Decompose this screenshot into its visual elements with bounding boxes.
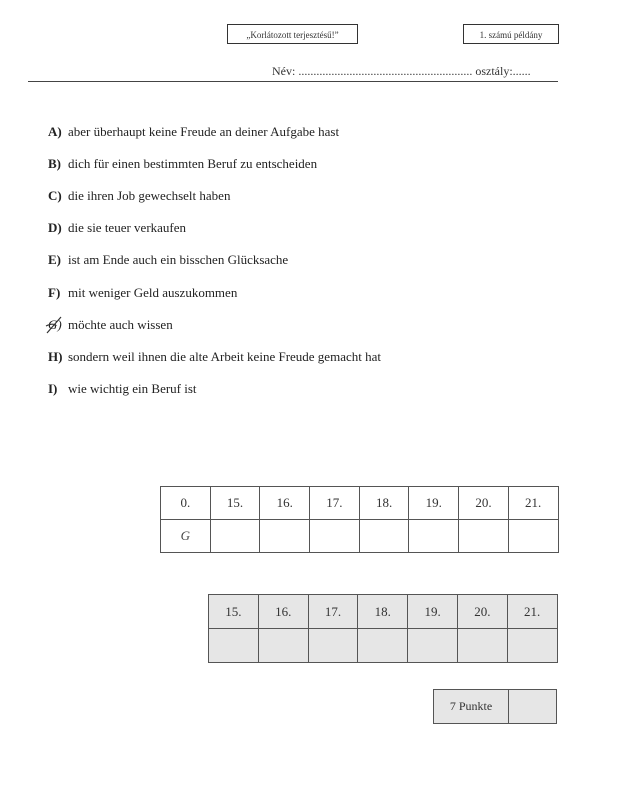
option-letter: E) xyxy=(48,252,61,267)
option-text: wie wichtig ein Beruf ist xyxy=(68,381,197,396)
option-f xyxy=(48,285,237,301)
option-text: aber überhaupt keine Freude an deiner Aufgabe hast xyxy=(68,124,340,139)
answer-cell[interactable] xyxy=(459,520,509,553)
answer-cell-example: G xyxy=(161,520,211,553)
option-text: möchte auch wissen xyxy=(68,317,173,332)
score-header-cell: 21. xyxy=(507,595,557,629)
option-text: die sie teuer verkaufen xyxy=(68,220,187,235)
points-box xyxy=(433,689,557,724)
option-i xyxy=(48,381,197,397)
score-cell[interactable] xyxy=(308,629,358,663)
restricted-distribution-label: „Korlátozott terjesztésű!” xyxy=(227,24,358,44)
option-b xyxy=(48,156,317,172)
answer-header-cell: 17. xyxy=(310,487,360,520)
score-cell[interactable] xyxy=(457,629,507,663)
answer-table-answer-row xyxy=(161,520,559,553)
score-header-cell: 16. xyxy=(258,595,308,629)
option-letter-struck xyxy=(48,317,68,333)
pen-strike-mark xyxy=(44,314,66,336)
option-letter: C) xyxy=(48,188,62,203)
answer-cell[interactable] xyxy=(508,520,558,553)
score-table xyxy=(208,594,558,663)
points-label: 7 Punkte xyxy=(434,690,509,724)
option-text: mit weniger Geld auszukommen xyxy=(68,285,238,300)
score-table-header-row xyxy=(209,595,558,629)
option-e xyxy=(48,252,288,268)
option-text: sondern weil ihnen die alte Arbeit keine Freude gemacht hat xyxy=(68,349,381,364)
points-row xyxy=(434,690,557,724)
score-header-cell: 20. xyxy=(457,595,507,629)
answer-header-cell: 15. xyxy=(210,487,260,520)
option-a xyxy=(48,124,339,140)
name-class-line: Név: .......................................................... osztály:...... xyxy=(272,64,531,78)
answer-table xyxy=(160,486,559,553)
score-cell[interactable] xyxy=(358,629,408,663)
answer-cell[interactable] xyxy=(310,520,360,553)
option-letter: D) xyxy=(48,220,62,235)
score-cell[interactable] xyxy=(209,629,259,663)
score-table-value-row xyxy=(209,629,558,663)
option-letter: F) xyxy=(48,285,61,300)
answer-header-cell: 18. xyxy=(359,487,409,520)
option-letter: G) xyxy=(48,317,62,332)
score-header-cell: 18. xyxy=(358,595,408,629)
answer-header-cell: 20. xyxy=(459,487,509,520)
answer-cell[interactable] xyxy=(409,520,459,553)
option-c xyxy=(48,188,230,204)
answer-header-cell: 16. xyxy=(260,487,310,520)
option-letter: I) xyxy=(48,381,58,396)
points-value-cell[interactable] xyxy=(509,690,557,724)
answer-cell[interactable] xyxy=(260,520,310,553)
answer-table-header-row xyxy=(161,487,559,520)
option-h xyxy=(48,349,381,365)
score-header-cell: 17. xyxy=(308,595,358,629)
score-header-cell: 19. xyxy=(408,595,458,629)
answer-header-cell: 19. xyxy=(409,487,459,520)
option-letter: B) xyxy=(48,156,61,171)
answer-cell[interactable] xyxy=(210,520,260,553)
option-text: dich für einen bestimmten Beruf zu entscheiden xyxy=(68,156,318,171)
option-letter: H) xyxy=(48,349,63,364)
header-divider xyxy=(28,81,558,82)
answer-header-cell: 0. xyxy=(161,487,211,520)
score-cell[interactable] xyxy=(408,629,458,663)
answer-header-cell: 21. xyxy=(508,487,558,520)
option-letter: A) xyxy=(48,124,62,139)
score-header-cell: 15. xyxy=(209,595,259,629)
option-text: ist am Ende auch ein bisschen Glücksache xyxy=(68,252,289,267)
score-cell[interactable] xyxy=(258,629,308,663)
copy-number-label: 1. számú példány xyxy=(463,24,559,44)
option-d xyxy=(48,220,186,236)
score-cell[interactable] xyxy=(507,629,557,663)
option-text: die ihren Job gewechselt haben xyxy=(68,188,231,203)
option-g xyxy=(48,317,173,333)
answer-cell[interactable] xyxy=(359,520,409,553)
